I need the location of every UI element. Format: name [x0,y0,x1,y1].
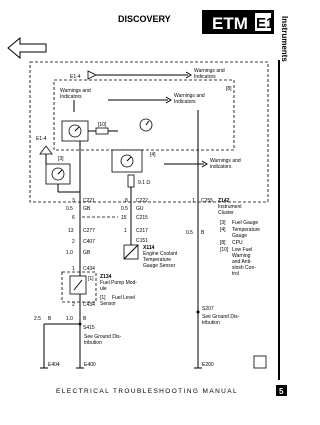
inner-left-line2: Indicators [60,94,82,100]
inner-left-line1: Warnings and [60,88,91,94]
see-ground-right-line1: See Ground Dis- [202,314,240,320]
ref-10-label: [10] [98,122,107,128]
etm-code: ETM [212,14,248,33]
legend-key-10: [10] [220,247,229,253]
z142-line2: Cluster [218,210,234,216]
c255-pin: 1 [192,198,195,204]
legend-text-4b: Gauge [232,233,248,239]
fuel-sensor-line1: Fuel Level [112,295,136,301]
e404-label: E404 [48,362,60,368]
z134-id: Z134 [100,274,112,280]
wire-gb2-size: 1.0 [66,250,73,256]
warning-top-line2: Indicators [194,74,216,80]
c222-label: C222 [136,198,148,204]
wire-bottom-2-color: B [83,316,87,322]
legend-text-10a: Low Fuel [232,247,253,253]
page-corner-box [254,356,266,368]
c222-pin: 8 [125,198,128,204]
c221-pin: 3 [72,198,75,204]
warning-right-line1: Warnings and [210,158,241,164]
wire-gu-color: GU [136,206,144,212]
legend-text-4: Temperature [232,227,261,233]
page-title: DISCOVERY [118,14,171,24]
wire-b-color: B [201,230,205,236]
inner-mid-line2: Indicators [174,99,196,105]
c215-pin2: 15 [121,215,127,221]
legend-text-3: Fuel Gauge [232,220,259,226]
fuel-sensor-ref-2: [1] [100,295,106,301]
x114-id: X114 [143,245,155,251]
z134-line2: ule [100,286,107,292]
page-number: 5 [279,387,284,396]
wire-bottom-2-size: 1.0 [66,316,73,322]
ref-4-label: [4] [150,152,156,158]
legend-key-3: [3] [220,220,226,226]
warning-right-line2: indicators [210,164,232,170]
fuel-sensor-line2: Sensor [100,301,116,307]
e14-top-ref: E1-4 [70,74,81,80]
c215-label: C215 [136,215,148,221]
fuel-sensor-ref: [1] [88,276,94,282]
s207-label: S207 [202,306,214,312]
c407-label: C407 [83,239,95,245]
e14-left-ref: E1-4 [36,136,47,142]
c434-bottom-pin: 2 [72,302,75,308]
z134-line1: Fuel Pump Mod- [100,280,137,286]
see-ground-right-line2: tribution [202,320,220,326]
legend-key-8: [8] [220,240,226,246]
manual-title: ELECTRICAL TROUBLESHOOTING MANUAL [56,388,239,395]
see-ground-left-line2: tribution [84,340,102,346]
c217-label: C217 [136,228,148,234]
legend-key-4: [4] [220,227,226,233]
right-edge-bar [278,60,280,380]
resistor-9-1 [128,175,134,187]
c255-label: C255 [201,198,213,204]
ref-3-label: [3] [58,156,64,162]
c277-pin: 13 [68,228,74,234]
legend-text-10c: and Anti- [232,259,252,265]
e200-label: E200 [202,362,214,368]
x114-line2: Temperature [143,257,172,263]
cpu-resistor [96,128,108,134]
warning-triangle-icon [88,71,96,79]
legend-text-10b: Warning [232,253,251,259]
inner-mid-line1: Warnings and [174,93,205,99]
x114-line3: Gauge Sensor [143,263,176,269]
legend-text-10d: slosh Con- [232,265,256,271]
c434-top-pin: 1 [72,266,75,272]
warning-top-line1: Warnings and [194,68,225,74]
c434-bottom-label: C434 [83,302,95,308]
wire-gu-size: 0.5 [121,206,128,212]
wire-gb-color: GB [83,206,91,212]
wire-b-size: 0.5 [186,230,193,236]
c407-pin: 2 [72,239,75,245]
see-ground-left-line1: See Ground Dis- [84,334,122,340]
resistor-value: 9.1 Ω [138,180,151,186]
wire-bottom-1-size: 2.5 [34,316,41,322]
wire-bottom-1-color: B [48,316,52,322]
c221-label: C221 [83,198,95,204]
etm-section-code: E1 [256,15,275,32]
c151-label: C151 [136,238,148,244]
wire-gb2-color: GB [83,250,91,256]
ref-8-label: [8] [226,86,232,92]
z142-line1: Instrument [218,204,242,210]
legend-text-8: CPU [232,240,243,246]
legend-text-10e: trol [232,271,239,277]
c215-pin1: 6 [72,215,75,221]
c277-label: C277 [83,228,95,234]
c217-pin: 1 [124,228,127,234]
c434-top-label: C434 [83,266,95,272]
warning-triangle-left-icon [40,146,52,154]
x114-line1: Engine Coolant [143,251,178,257]
back-arrow-icon[interactable] [8,38,46,58]
e400-label: E400 [84,362,96,368]
s415-label: S415 [83,325,95,331]
side-label: Instruments [280,16,289,62]
z142-id: Z142 [218,198,230,204]
wire-gb-size: 0.5 [66,206,73,212]
